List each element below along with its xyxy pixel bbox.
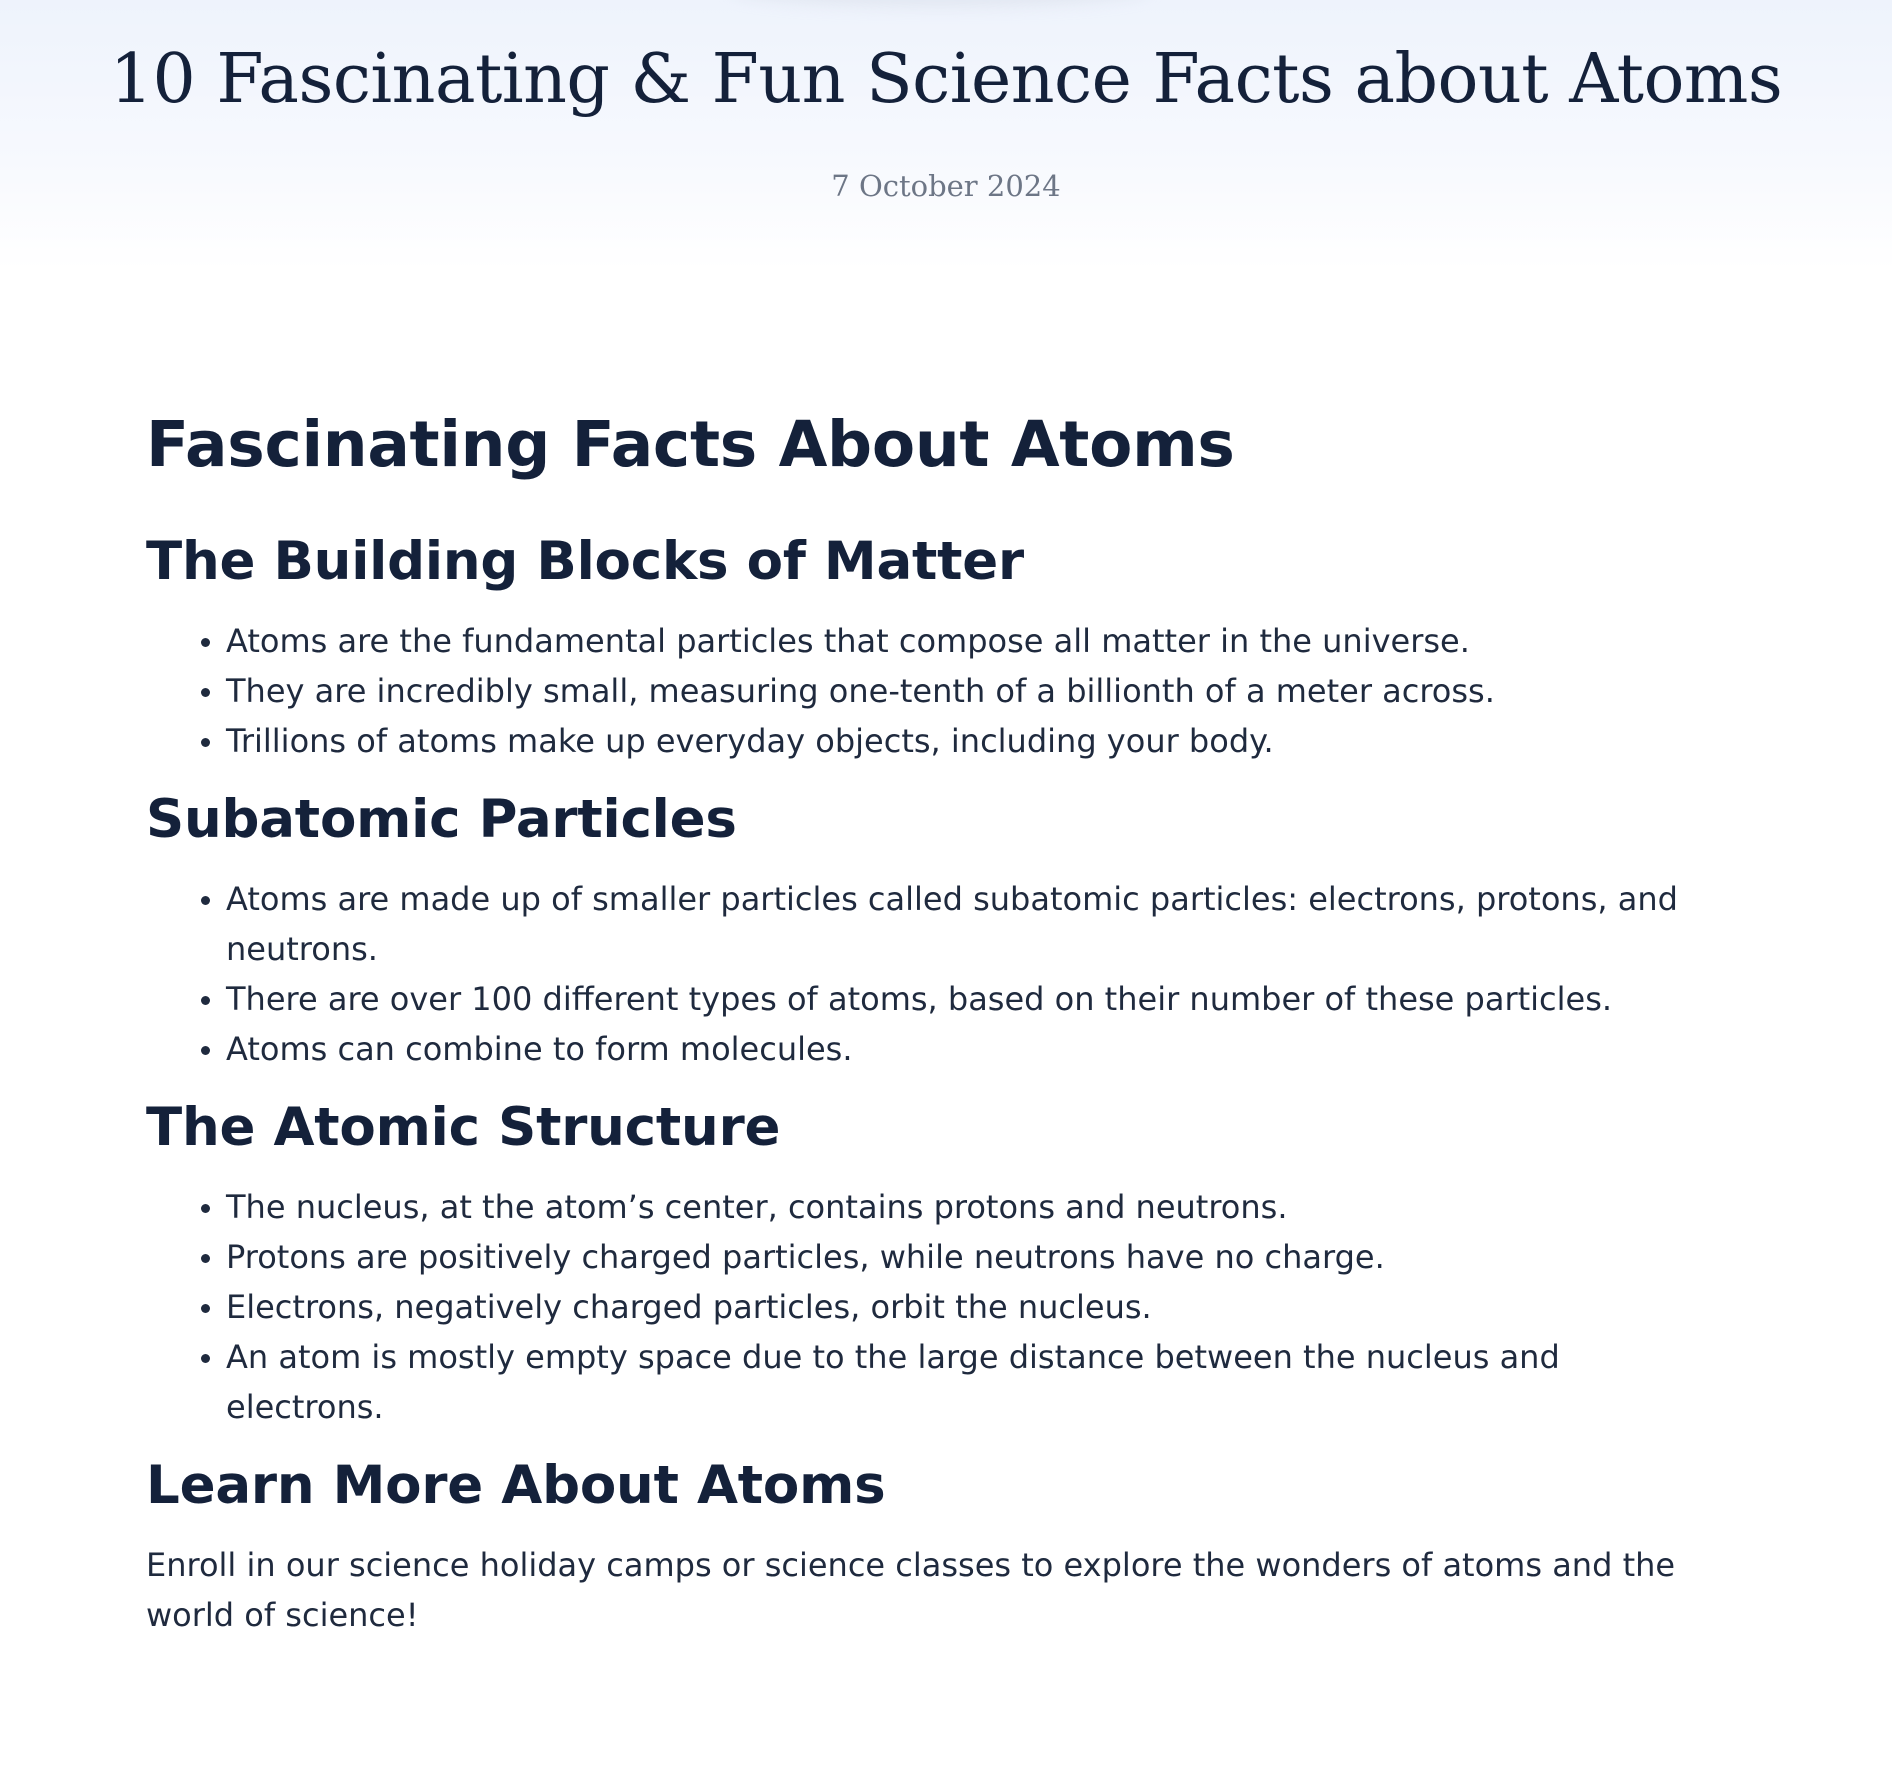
post-date: 7 October 2024 [831, 169, 1061, 203]
hero-decoration [730, 0, 1150, 6]
section-subatomic-particles [146, 780, 1706, 1074]
fact-list [146, 1182, 1706, 1432]
section-atomic-structure [146, 1088, 1706, 1432]
section-heading: Subatomic Particles [146, 789, 737, 850]
article-heading: Fascinating Facts About Atoms [146, 408, 1235, 481]
post-title: 10 Fascinating & Fun Science Facts about Atoms [109, 40, 1783, 119]
section-heading: The Building Blocks of Matter [146, 531, 1024, 592]
fact-list [146, 874, 1706, 1074]
section-heading: The Atomic Structure [146, 1097, 781, 1158]
list-item: • Atoms are made up of smaller particles called subatomic particles: electrons, protons, and neutrons. [226, 874, 1706, 974]
post-hero [0, 0, 1892, 270]
list-item: • There are over 100 different types of atoms, based on their number of these particles. [226, 974, 1706, 1024]
section-building-blocks [146, 522, 1706, 766]
article-content [146, 400, 1706, 1640]
list-item: • Atoms can combine to form molecules. [226, 1024, 1706, 1074]
list-item: • Electrons, negatively charged particles, orbit the nucleus. [226, 1282, 1706, 1332]
call-to-action-text: Enroll in our science holiday camps or science classes to explore the wonders of atoms and the world of science! [146, 1546, 1676, 1634]
list-item: • The nucleus, at the atom’s center, contains protons and neutrons. [226, 1182, 1706, 1232]
section-heading: Learn More About Atoms [146, 1455, 886, 1516]
section-learn-more [146, 1446, 1706, 1640]
list-item: • They are incredibly small, measuring one-tenth of a billionth of a meter across. [226, 666, 1706, 716]
list-item: • Trillions of atoms make up everyday objects, including your body. [226, 716, 1706, 766]
list-item: • Atoms are the fundamental particles that compose all matter in the universe. [226, 616, 1706, 666]
list-item: • Protons are positively charged particles, while neutrons have no charge. [226, 1232, 1706, 1282]
fact-list [146, 616, 1706, 766]
list-item: • An atom is mostly empty space due to the large distance between the nucleus and electrons. [226, 1332, 1706, 1432]
